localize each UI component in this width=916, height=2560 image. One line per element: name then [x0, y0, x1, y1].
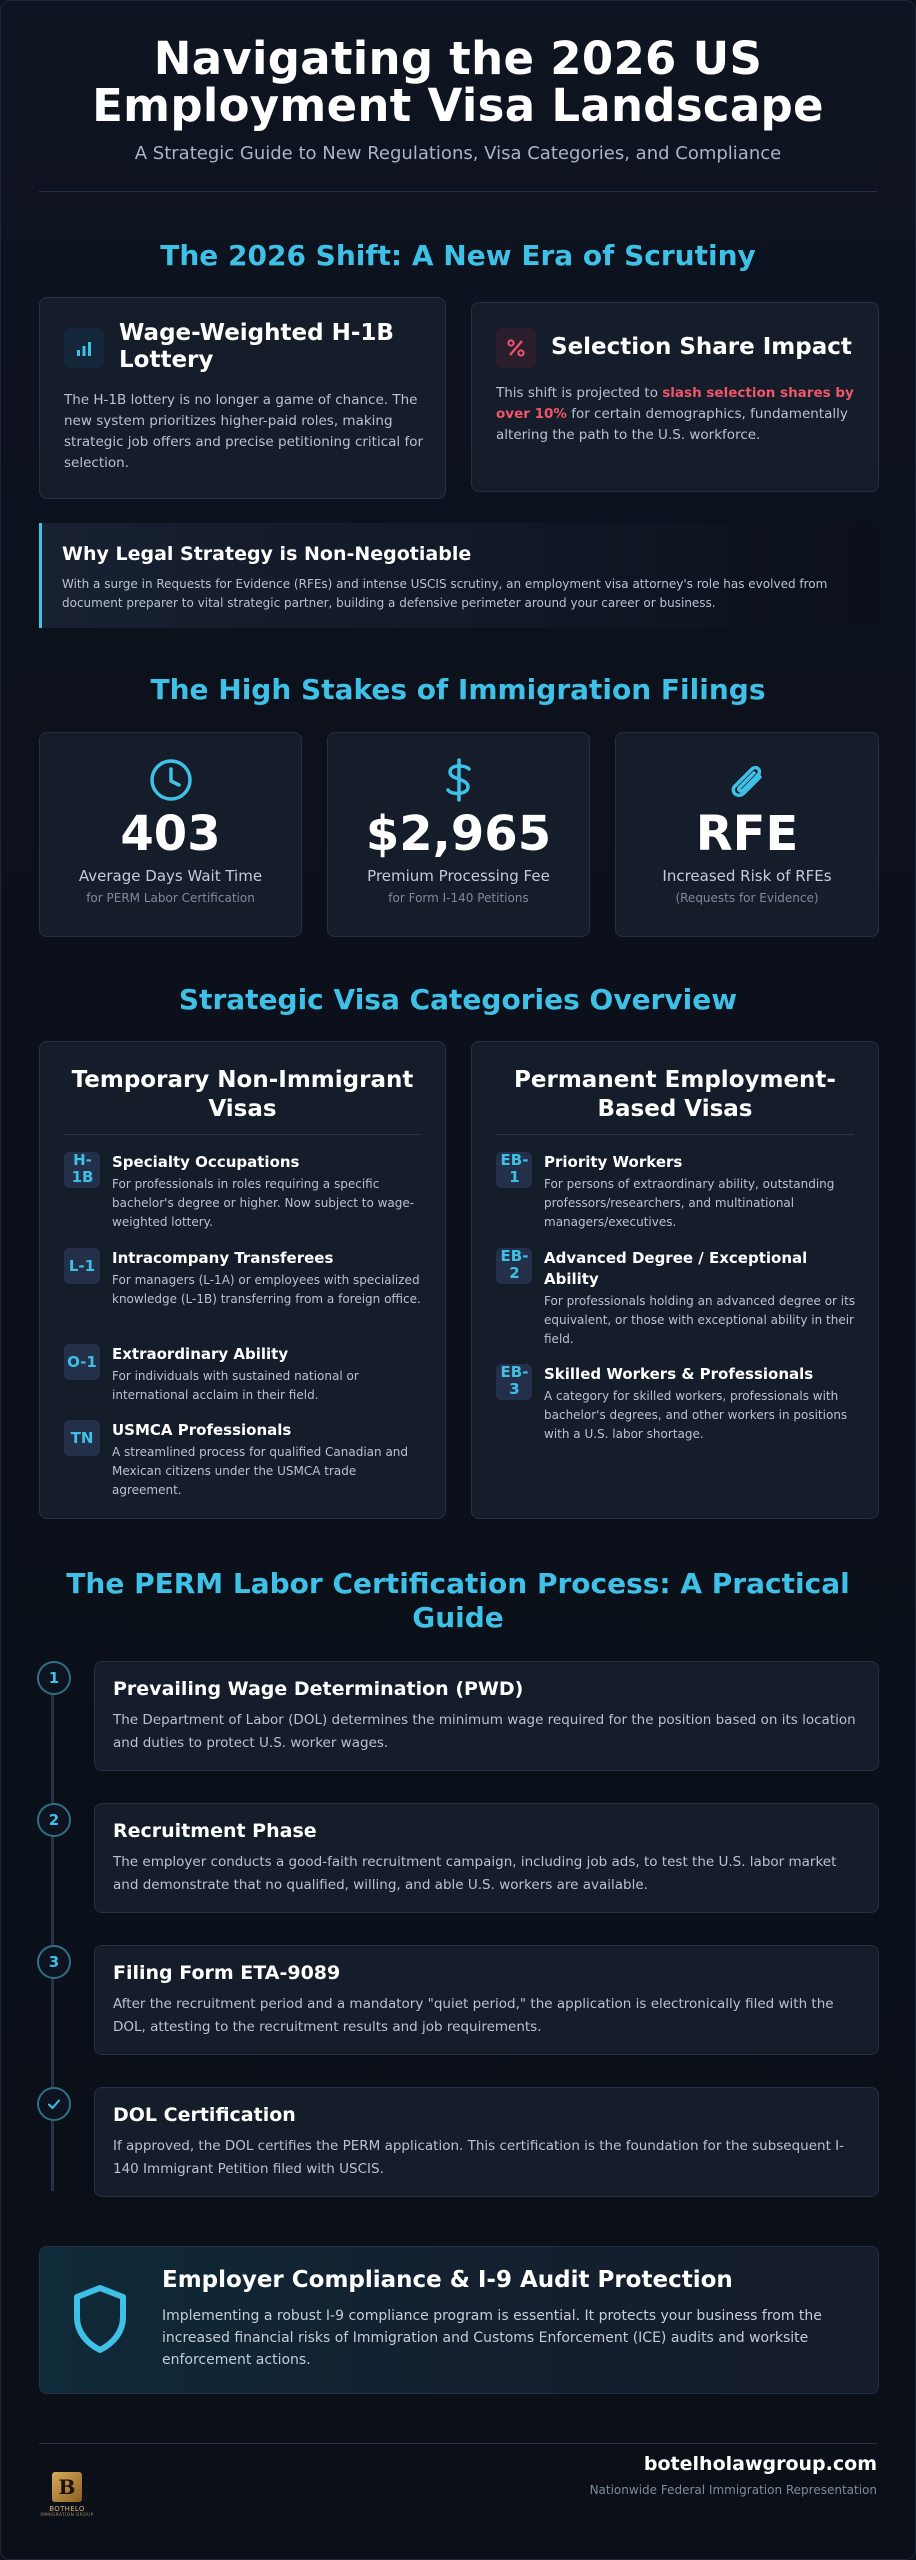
stat-value: 403	[120, 806, 221, 862]
paperclip-icon	[616, 757, 878, 807]
step-description: The Department of Labor (DOL) determines the minimum wage required for the position based on its location and duties to protect U.S. worker wages.	[113, 1712, 856, 1751]
visa-badge: TN	[64, 1420, 100, 1456]
dollar-icon	[328, 757, 589, 807]
step-title: Recruitment Phase	[113, 1820, 317, 1842]
percent-icon	[496, 328, 536, 368]
stat-card-wait-time	[39, 732, 302, 937]
section-title-visas: Strategic Visa Categories Overview	[178, 983, 738, 1016]
visa-description: For professionals holding an advanced degree or its equivalent, or those with exceptional ability in their field.	[544, 1294, 856, 1346]
visa-item-eb1	[496, 1152, 858, 1232]
temporary-visas-title: Temporary Non-Immigrant Visas	[71, 1067, 414, 1122]
stat-card-rfe	[615, 732, 879, 937]
legal-title: Why Legal Strategy is Non-Negotiable	[62, 543, 472, 565]
footer-divider	[39, 2443, 877, 2444]
visa-badge: L-1	[64, 1248, 100, 1284]
stat-label: Premium Processing Fee	[367, 867, 550, 885]
section-title-shift: The 2026 Shift: A New Era of Scrutiny	[160, 239, 756, 272]
visa-title: Advanced Degree / Exceptional Ability	[544, 1249, 808, 1288]
step-marker: 3	[37, 1945, 71, 1979]
impact-card	[471, 302, 879, 492]
visa-item-o1	[64, 1344, 425, 1405]
step-marker: 1	[37, 1661, 71, 1695]
section-title-perm: The PERM Labor Certification Process: A Practical Guide	[66, 1567, 850, 1634]
step-description: If approved, the DOL certifies the PERM application. This certification is the foundation for the subsequent I-140 Immigrant Petition filed with USCIS.	[113, 2138, 845, 2177]
permanent-visas-title: Permanent Employment- Based Visas	[514, 1067, 836, 1122]
impact-text: This shift is projected to slash selection shares by over 10% for certain demographics, fundamentally altering the path to the U.S. workforce.	[496, 385, 854, 443]
visa-badge: EB-1	[496, 1152, 532, 1188]
footer-note: Nationwide Federal Immigration Representation	[589, 2483, 877, 2497]
lottery-card	[39, 297, 446, 499]
footer-website-link[interactable]: botelholawgroup.com	[643, 2453, 877, 2475]
visa-title: Extraordinary Ability	[112, 1345, 289, 1363]
compliance-title: Employer Compliance & I-9 Audit Protection	[162, 2267, 733, 2293]
visa-item-eb3	[496, 1364, 858, 1444]
card-divider	[64, 1134, 421, 1135]
perm-step-card	[94, 1945, 879, 2055]
page-subtitle: A Strategic Guide to New Regulations, Visa Categories, and Compliance	[134, 143, 782, 164]
perm-step-card	[94, 2087, 879, 2197]
stat-note: (Requests for Evidence)	[675, 891, 819, 905]
step-description: After the recruitment period and a mandatory "quiet period," the application is electronically filed with the DOL, attesting to the recruitment results and job requirements.	[113, 1996, 834, 2035]
hero-header	[1, 1, 915, 164]
stat-label: Average Days Wait Time	[78, 867, 263, 885]
visa-item-tn	[64, 1420, 425, 1500]
logo-mark: B	[52, 2472, 82, 2502]
visa-description: For persons of extraordinary ability, outstanding professors/researchers, and multinational managers/executives.	[544, 1177, 835, 1229]
stat-note: for Form I-140 Petitions	[388, 891, 529, 905]
visa-description: For managers (L-1A) or employees with specialized knowledge (L-1B) transferring from a foreign office.	[112, 1273, 421, 1306]
visa-title: USMCA Professionals	[112, 1421, 292, 1439]
visa-title: Specialty Occupations	[112, 1153, 300, 1171]
lottery-title: Wage-Weighted H-1B Lottery	[119, 320, 394, 373]
compliance-callout	[39, 2246, 879, 2394]
visa-item-eb2	[496, 1248, 858, 1349]
visa-item-h1b	[64, 1152, 425, 1232]
check-icon	[37, 2087, 71, 2121]
perm-step-card	[94, 1661, 879, 1771]
visa-badge: O-1	[64, 1344, 100, 1380]
visa-badge: EB-2	[496, 1248, 532, 1284]
step-title: Filing Form ETA-9089	[113, 1962, 341, 1984]
stat-value: $2,965	[365, 806, 552, 862]
bar-chart-icon	[64, 328, 104, 368]
compliance-text: Implementing a robust I-9 compliance program is essential. It protects your business from the increased financial risks of Immigration and Customs Enforcement (ICE) audits and worksite enforcement actions.	[162, 2308, 822, 2368]
header-divider	[39, 191, 877, 192]
permanent-visas-card	[471, 1041, 879, 1519]
logo-name: BOTHELO	[49, 2505, 85, 2513]
visa-title: Priority Workers	[544, 1153, 683, 1171]
step-description: The employer conducts a good-faith recruitment campaign, including job ads, to test the U.S. labor market and demonstrate that no qualified, willing, and able U.S. workers are available.	[113, 1854, 837, 1893]
visa-badge: EB-3	[496, 1364, 532, 1400]
visa-title: Skilled Workers & Professionals	[544, 1365, 814, 1383]
visa-description: A category for skilled workers, professionals with bachelor's degrees, and other workers in positions with a U.S. labor shortage.	[544, 1389, 848, 1441]
visa-badge: H-1B	[64, 1152, 100, 1188]
impact-highlight: slash selection shares by over 10%	[496, 385, 854, 422]
firm-logo	[39, 2467, 95, 2523]
legal-text: With a surge in Requests for Evidence (RFEs) and intense USCIS scrutiny, an employment visa attorney's role has evolved from document preparer to vital strategic partner, building a defensive perimeter around your career or business.	[62, 577, 828, 610]
lottery-text: The H-1B lottery is no longer a game of chance. The new system prioritizes higher-paid roles, making strategic job offers and precise petitioning critical for selection.	[64, 392, 424, 471]
step-title: DOL Certification	[113, 2104, 296, 2126]
visa-title: Intracompany Transferees	[112, 1249, 334, 1267]
step-title: Prevailing Wage Determination (PWD)	[113, 1678, 524, 1700]
impact-title: Selection Share Impact	[551, 334, 852, 360]
visa-description: A streamlined process for qualified Canadian and Mexican citizens under the USMCA trade agreement.	[112, 1445, 409, 1497]
stat-value: RFE	[695, 806, 799, 862]
visa-description: For professionals in roles requiring a specific bachelor's degree or higher. Now subject to wage-weighted lottery.	[112, 1177, 415, 1229]
visa-description: For individuals with sustained national or international acclaim in their field.	[112, 1369, 359, 1402]
shield-icon	[70, 2283, 130, 2359]
clock-icon	[40, 757, 301, 807]
stat-note: for PERM Labor Certification	[86, 891, 255, 905]
step-marker: 2	[37, 1803, 71, 1837]
page-title: Navigating the 2026 US Employment Visa Landscape	[92, 32, 824, 132]
temporary-visas-card	[39, 1041, 446, 1519]
visa-item-l1	[64, 1248, 425, 1309]
legal-strategy-callout	[39, 523, 879, 628]
logo-tag: IMMIGRATION GROUP	[40, 2513, 94, 2518]
section-title-stakes: The High Stakes of Immigration Filings	[150, 673, 766, 706]
perm-step-card	[94, 1803, 879, 1913]
card-divider	[496, 1134, 854, 1135]
stat-card-fee	[327, 732, 590, 937]
stat-label: Increased Risk of RFEs	[662, 867, 832, 885]
